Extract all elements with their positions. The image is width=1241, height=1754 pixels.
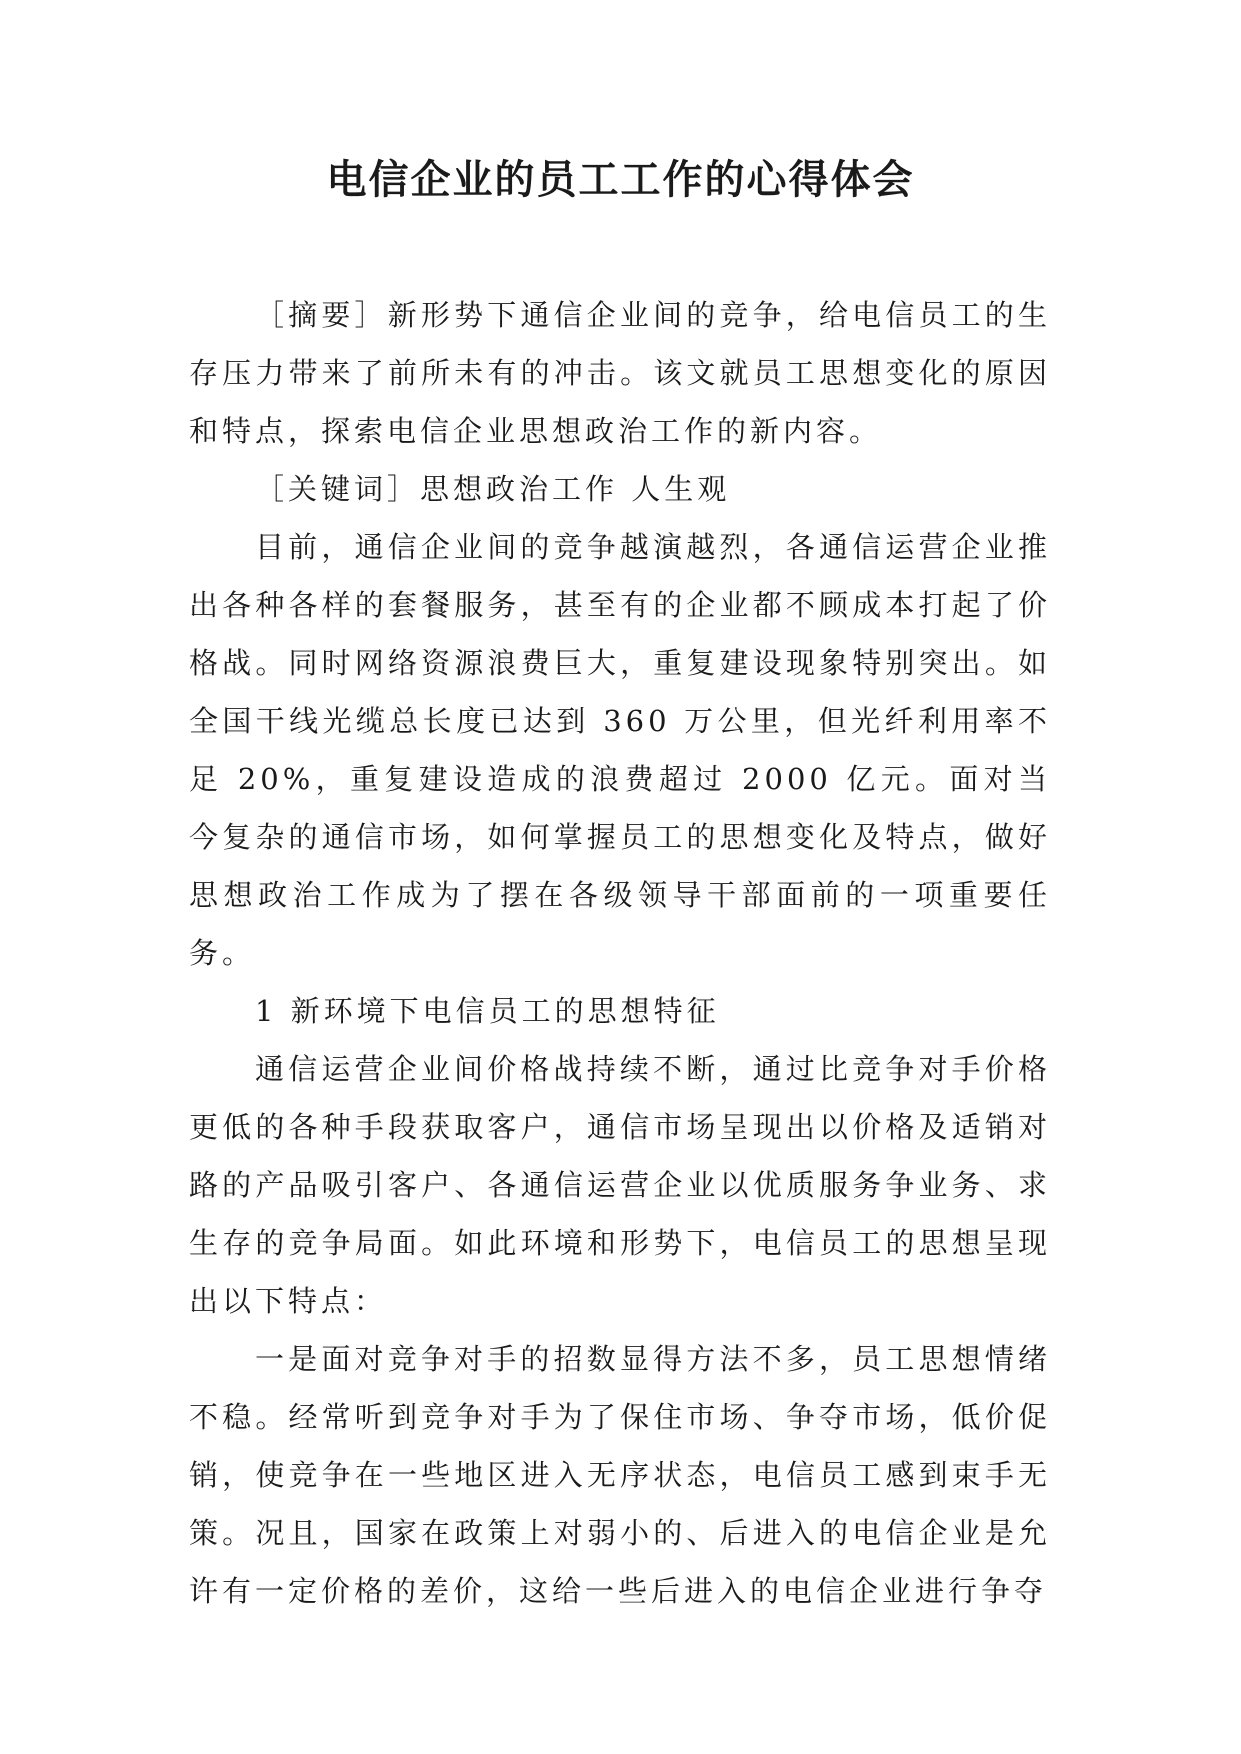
section-heading: 1 新环境下电信员工的思想特征 bbox=[255, 994, 720, 1028]
body-paragraph: 通信运营企业间价格战持续不断，通过比竞争对手价格更低的各种手段获取客户，通信市场呈现出以价格及适销对路的产品吸引客户、各通信运营企业以优质服务争业务、求生存的竞争局面。如此环境和形势下，电信员工的思想呈现出以下特点： bbox=[189, 1052, 1051, 1318]
document-body bbox=[189, 286, 1051, 1620]
document-title: 电信企业的员工工作的心得体会 bbox=[326, 156, 915, 203]
keywords-paragraph: ［关键词］思想政治工作 人生观 bbox=[255, 472, 731, 506]
abstract-paragraph: ［摘要］新形势下通信企业间的竞争，给电信员工的生存压力带来了前所未有的冲击。该文就员工思想变化的原因和特点，探索电信企业思想政治工作的新内容。 bbox=[189, 298, 1051, 448]
body-paragraph: 一是面对竞争对手的招数显得方法不多，员工思想情绪不稳。经常听到竞争对手为了保住市场、争夺市场，低价促销，使竞争在一些地区进入无序状态，电信员工感到束手无策。况且，国家在政策上对弱小的、后进入的电信企业是允许有一定价格的差价，这给一些后进入的电信企业进行争夺 bbox=[189, 1342, 1051, 1608]
intro-paragraph: 目前，通信企业间的竞争越演越烈，各通信运营企业推出各种各样的套餐服务，甚至有的企业都不顾成本打起了价格战。同时网络资源浪费巨大，重复建设现象特别突出。如全国干线光缆总长度已达到 360 万公里，但光纤利用率不足 20%，重复建设造成的浪费超过 2000 亿元。面对当今复杂的通信市场，如何掌握员工的思想变化及特点，做好思想政治工作成为了摆在各级领导干部面前的一项重要任务。 bbox=[189, 530, 1051, 970]
